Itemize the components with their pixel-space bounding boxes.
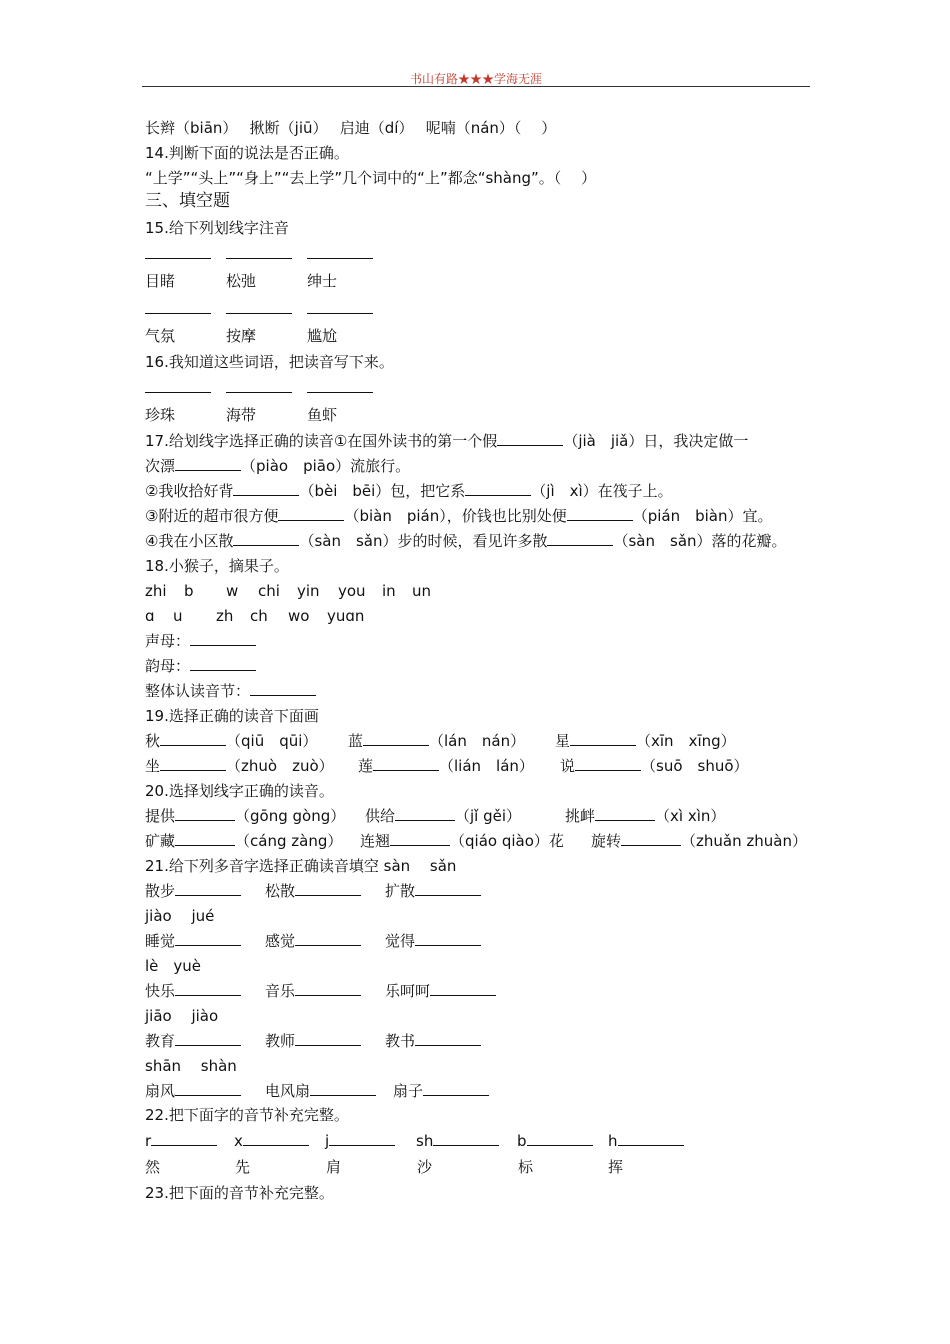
answer-blank[interactable] [595, 806, 655, 821]
answer-blank[interactable] [295, 981, 361, 996]
q20-word: 挑衅 [565, 807, 596, 825]
q18-label: 韵母： [145, 657, 191, 675]
answer-blank[interactable] [390, 831, 450, 846]
q16-title: 16.我知道这些词语，把读音写下来。 [145, 353, 394, 371]
q17-text: （piào piāo）流旅行。 [241, 457, 411, 475]
answer-blank[interactable] [307, 244, 373, 264]
answer-blank[interactable] [278, 506, 344, 521]
pinyin-card: ɑ [145, 607, 155, 625]
answer-blank[interactable] [226, 299, 292, 319]
q21-item [145, 881, 241, 901]
answer-blank[interactable] [363, 731, 429, 746]
q15-word: 目睹 [145, 272, 176, 290]
q15-word: 气氛 [145, 327, 176, 345]
q22-char: 先 [235, 1158, 251, 1176]
pinyin-card: ch [250, 607, 268, 625]
q19-char: 说 [560, 757, 576, 775]
q21-item [385, 1031, 481, 1051]
q17-line-1 [145, 431, 748, 451]
pinyin-card: chi [258, 582, 280, 600]
answer-blank[interactable] [226, 244, 292, 264]
page-header: 书山有路★★★学海无涯 [409, 72, 542, 86]
q19-options: （lián lán） [439, 757, 534, 775]
q22-char: 挥 [608, 1158, 624, 1176]
answer-blank[interactable] [430, 981, 496, 996]
answer-blank[interactable] [295, 881, 361, 896]
q19-options: （lán nán） [429, 732, 526, 750]
answer-blank[interactable] [497, 431, 563, 446]
q18-finals [145, 656, 256, 676]
q21-word: 觉得 [385, 932, 416, 950]
q20-item [360, 831, 564, 851]
q22-initial: b [517, 1132, 527, 1150]
q22-item [145, 1131, 217, 1151]
pinyin-card: zhi [145, 582, 167, 600]
answer-blank[interactable] [415, 881, 481, 896]
q17-text: （bèi bēi）包，把它系 [299, 482, 466, 500]
answer-blank[interactable] [175, 1081, 241, 1096]
answer-blank[interactable] [329, 1131, 395, 1146]
q22-initial: r [145, 1132, 152, 1150]
q21-word: 教书 [385, 1032, 416, 1050]
q17-text: （biàn pián），价钱也比别处便 [344, 507, 567, 525]
answer-blank[interactable] [190, 631, 256, 646]
q15-word: 按摩 [226, 327, 257, 345]
q21-item [145, 1081, 241, 1101]
q19-item [560, 756, 749, 776]
answer-blank[interactable] [233, 531, 299, 546]
q21-word: 教育 [145, 1032, 176, 1050]
q19-char: 秋 [145, 732, 161, 750]
answer-blank[interactable] [175, 1031, 241, 1046]
q17-text: ④我在小区散 [145, 532, 234, 550]
pinyin-card: un [412, 582, 432, 600]
q15-word: 绅士 [307, 272, 338, 290]
q22-char: 然 [145, 1158, 161, 1176]
q19-char: 星 [555, 732, 571, 750]
q21-word: 音乐 [265, 982, 296, 1000]
q22-char: 标 [518, 1158, 534, 1176]
answer-blank[interactable] [175, 881, 241, 896]
q20-word: 提供 [145, 807, 176, 825]
q20-word: 矿藏 [145, 832, 176, 850]
q21-word: 教师 [265, 1032, 296, 1050]
answer-blank[interactable] [570, 731, 636, 746]
answer-blank[interactable] [175, 806, 235, 821]
answer-blank[interactable] [250, 681, 316, 696]
q17-text: （jì xì）在筏子上。 [531, 482, 673, 500]
answer-blank[interactable] [145, 299, 211, 319]
q22-title: 22.把下面字的音节补充完整。 [145, 1106, 349, 1124]
q17-line-3 [145, 481, 673, 501]
q19-item [358, 756, 534, 776]
q21-title: 21.给下列多音字选择正确读音填空 sàn sǎn [145, 857, 457, 875]
q21-word: 感觉 [265, 932, 296, 950]
answer-blank[interactable] [547, 531, 613, 546]
q21-item [385, 981, 496, 1001]
q17-text: （sàn sǎn）落的花瓣。 [613, 532, 787, 550]
answer-blank[interactable] [415, 1031, 481, 1046]
q20-options: （qiáo qiào）花 [450, 832, 564, 850]
q17-text: 17.给划线字选择正确的读音①在国外读书的第一个假 [145, 432, 498, 450]
answer-blank[interactable] [175, 831, 235, 846]
q20-item [591, 831, 807, 851]
q16-word: 海带 [226, 406, 257, 424]
q22-initial: j [325, 1132, 330, 1150]
q19-item [555, 731, 736, 751]
q20-item [145, 806, 345, 826]
answer-blank[interactable] [307, 299, 373, 319]
pinyin-card: u [173, 607, 183, 625]
q22-initial: x [234, 1132, 243, 1150]
pinyin-card: in [382, 582, 396, 600]
q18-title: 18.小猴子，摘果子。 [145, 557, 289, 575]
q19-options: （suō shuō） [641, 757, 749, 775]
q14-text: “上学”“头上”“身上”“去上学”几个词中的“上”都念“shàng”。（ ） [145, 169, 597, 187]
q17-text: ③附近的超市很方便 [145, 507, 279, 525]
q22-item [416, 1131, 499, 1151]
q19-char: 蓝 [348, 732, 364, 750]
answer-blank[interactable] [151, 1131, 217, 1146]
q20-item [565, 806, 725, 826]
q21-item [393, 1081, 489, 1101]
q21-word: 扩散 [385, 882, 416, 900]
q20-options: （gōng gòng） [235, 807, 346, 825]
q21-item [385, 881, 481, 901]
answer-blank[interactable] [575, 756, 641, 771]
pinyin-card: zh [216, 607, 234, 625]
q21-item [385, 931, 481, 951]
q18-label: 声母： [145, 632, 191, 650]
q22-item [608, 1131, 684, 1151]
q17-line-2 [145, 456, 410, 476]
q19-item [348, 731, 525, 751]
q21-item [265, 981, 361, 1001]
q17-text: ②我收拾好背 [145, 482, 234, 500]
q17-line-5 [145, 531, 787, 551]
q21-item [265, 1031, 361, 1051]
pinyin-card: w [226, 582, 239, 600]
q21-word: 扇子 [393, 1082, 424, 1100]
q23-title: 23.把下面的音节补充完整。 [145, 1184, 334, 1202]
answer-blank[interactable] [175, 931, 241, 946]
q19-item [145, 756, 334, 776]
answer-blank[interactable] [145, 378, 211, 398]
answer-blank[interactable] [618, 1131, 684, 1146]
pinyin-card: yuɑn [327, 607, 365, 625]
q19-title: 19.选择正确的读音下面画 [145, 707, 319, 725]
q20-item [365, 806, 521, 826]
q19-options: （zhuò zuò） [226, 757, 334, 775]
q20-word: 旋转 [591, 832, 622, 850]
q19-options: （qiū qūi） [226, 732, 318, 750]
q20-word: 供给 [365, 807, 396, 825]
q21-word: 电风扇 [265, 1082, 311, 1100]
answer-blank[interactable] [415, 931, 481, 946]
q20-word: 连翘 [360, 832, 391, 850]
q19-char: 坐 [145, 757, 161, 775]
q21-pinyin: shān shàn [145, 1057, 237, 1075]
q17-text: （pián biàn）宜。 [632, 507, 773, 525]
answer-blank[interactable] [433, 1131, 499, 1146]
q21-word: 散步 [145, 882, 176, 900]
q20-options: （jǐ gěi） [455, 807, 522, 825]
q22-char: 肩 [326, 1158, 342, 1176]
q17-text: （sàn sǎn）步的时候，看见许多散 [299, 532, 548, 550]
q19-item [145, 731, 317, 751]
q13-options: 长辫（biān） 揪断（jiū） 启迪（dí） 呢喃（nán）（ ） [145, 119, 557, 137]
q20-options: （cáng zàng） [235, 832, 343, 850]
q21-item [145, 931, 241, 951]
q22-initial: h [608, 1132, 618, 1150]
q22-item [517, 1131, 593, 1151]
q17-text: 次漂 [145, 457, 176, 475]
q19-options: （xīn xīng） [636, 732, 736, 750]
answer-blank[interactable] [160, 731, 226, 746]
answer-blank[interactable] [373, 756, 439, 771]
q21-item [145, 1031, 241, 1051]
answer-blank[interactable] [423, 1081, 489, 1096]
q21-item [265, 931, 361, 951]
q21-item [145, 981, 241, 1001]
pinyin-card: you [338, 582, 366, 600]
q21-word: 睡觉 [145, 932, 176, 950]
q14-title: 14.判断下面的说法是否正确。 [145, 144, 349, 162]
q21-word: 乐呵呵 [385, 982, 431, 1000]
q22-initial: sh [416, 1132, 434, 1150]
pinyin-card: b [184, 582, 194, 600]
q16-word: 珍珠 [145, 406, 176, 424]
q22-item [234, 1131, 309, 1151]
q18-whole [145, 681, 316, 701]
pinyin-card: yin [297, 582, 320, 600]
q17-line-4 [145, 506, 773, 526]
q18-label: 整体认读音节： [145, 682, 251, 700]
q21-pinyin: lè yuè [145, 957, 202, 975]
q20-item [145, 831, 342, 851]
answer-blank[interactable] [160, 756, 226, 771]
answer-blank[interactable] [527, 1131, 593, 1146]
q16-word: 鱼虾 [307, 406, 338, 424]
answer-blank[interactable] [175, 456, 241, 471]
q21-item [265, 1081, 376, 1101]
q20-options: （zhuǎn zhuàn） [681, 832, 807, 850]
answer-blank[interactable] [567, 506, 633, 521]
q21-pinyin: jiào jué [145, 907, 215, 925]
answer-blank[interactable] [190, 656, 256, 671]
answer-blank[interactable] [307, 378, 373, 398]
answer-blank[interactable] [465, 481, 531, 496]
answer-blank[interactable] [226, 378, 292, 398]
q19-char: 莲 [358, 757, 374, 775]
answer-blank[interactable] [175, 981, 241, 996]
q21-word: 松散 [265, 882, 296, 900]
q18-initials [145, 631, 256, 651]
q20-options: （xì xìn） [655, 807, 726, 825]
q15-word: 松弛 [226, 272, 257, 290]
q17-text: （jià jiǎ）日，我决定做一 [563, 432, 749, 450]
answer-blank[interactable] [395, 806, 455, 821]
q21-item [265, 881, 361, 901]
answer-blank[interactable] [295, 931, 361, 946]
q21-word: 扇风 [145, 1082, 176, 1100]
pinyin-card: wo [288, 607, 310, 625]
answer-blank[interactable] [233, 481, 299, 496]
q20-title: 20.选择划线字正确的读音。 [145, 782, 334, 800]
q22-char: 沙 [417, 1158, 433, 1176]
q21-word: 快乐 [145, 982, 176, 1000]
section-title: 三、填空题 [145, 191, 230, 211]
q21-pinyin: jiāo jiào [145, 1007, 219, 1025]
q15-title: 15.给下列划线字注音 [145, 219, 289, 237]
answer-blank[interactable] [145, 244, 211, 264]
q22-item [325, 1131, 395, 1151]
q15-word: 尴尬 [307, 327, 338, 345]
answer-blank[interactable] [295, 1031, 361, 1046]
answer-blank[interactable] [310, 1081, 376, 1096]
header-rule [142, 86, 810, 87]
answer-blank[interactable] [621, 831, 681, 846]
answer-blank[interactable] [243, 1131, 309, 1146]
